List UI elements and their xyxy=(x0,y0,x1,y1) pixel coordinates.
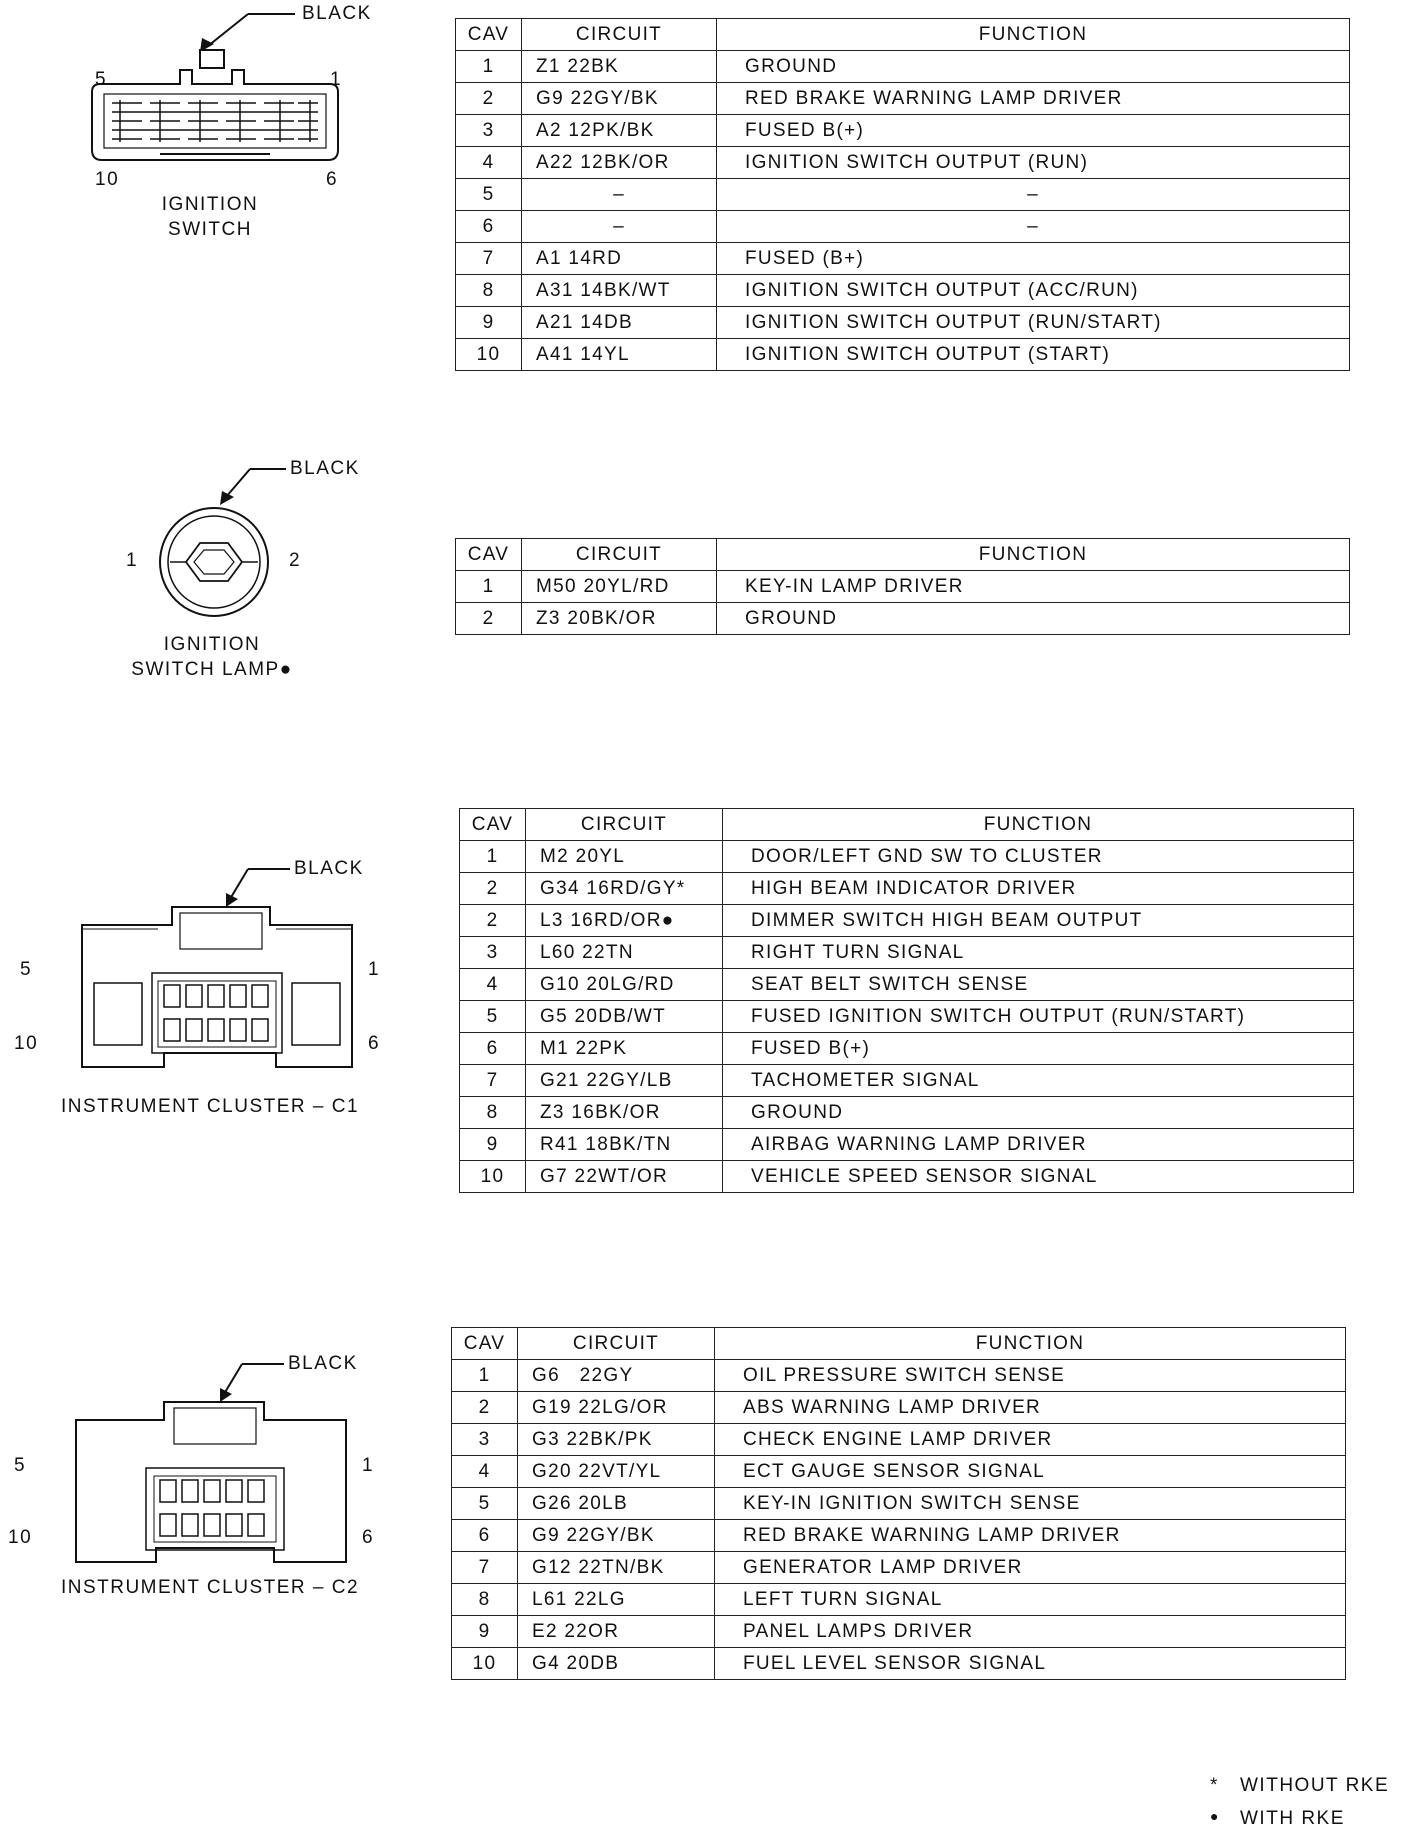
table-row xyxy=(452,1456,1346,1488)
circuit-cell: R41 18BK/TN xyxy=(526,1129,723,1161)
circuit-cell: M2 20YL xyxy=(526,841,723,873)
function-cell: FUSED B(+) xyxy=(723,1033,1354,1065)
column-header: FUNCTION xyxy=(715,1328,1346,1360)
circuit-cell: A21 14DB xyxy=(522,307,717,339)
cav-cell: 1 xyxy=(456,51,522,83)
function-cell: GENERATOR LAMP DRIVER xyxy=(715,1552,1346,1584)
circuit-cell: G34 16RD/GY* xyxy=(526,873,723,905)
cav-cell: 10 xyxy=(460,1161,526,1193)
table-row xyxy=(452,1360,1346,1392)
ignition-switch-pin-label: 5 xyxy=(95,69,108,90)
table-row xyxy=(452,1616,1346,1648)
table-header-row xyxy=(456,539,1350,571)
column-header: CAV xyxy=(460,809,526,841)
table-row xyxy=(460,1065,1354,1097)
table-row xyxy=(456,243,1350,275)
cav-cell: 10 xyxy=(452,1648,518,1680)
function-cell: RIGHT TURN SIGNAL xyxy=(723,937,1354,969)
circuit-cell: G21 22GY/LB xyxy=(526,1065,723,1097)
instrument-cluster-c2-color-label: BLACK xyxy=(288,1353,358,1374)
circuit-cell: M50 20YL/RD xyxy=(522,571,717,603)
ignition-switch-name: IGNITION SWITCH xyxy=(161,194,259,240)
instrument-cluster-c1-pin-label: 6 xyxy=(368,1033,381,1054)
cav-cell: 4 xyxy=(456,147,522,179)
circuit-cell: L60 22TN xyxy=(526,937,723,969)
instrument-cluster-c2-pin-label: 5 xyxy=(14,1455,27,1476)
function-cell: CHECK ENGINE LAMP DRIVER xyxy=(715,1424,1346,1456)
ignition-switch-lamp-color-label: BLACK xyxy=(290,458,360,479)
footnote-item xyxy=(1210,1808,1345,1830)
function-cell: OIL PRESSURE SWITCH SENSE xyxy=(715,1360,1346,1392)
cav-cell: 9 xyxy=(456,307,522,339)
table-row xyxy=(456,339,1350,371)
function-cell: IGNITION SWITCH OUTPUT (START) xyxy=(717,339,1350,371)
table-row xyxy=(452,1648,1346,1680)
column-header: CIRCUIT xyxy=(526,809,723,841)
instrument-cluster-c1-pinout-table xyxy=(459,808,1354,1193)
table-row xyxy=(452,1424,1346,1456)
instrument-cluster-c2-pin-label: 10 xyxy=(8,1527,33,1548)
bullet-symbol: ● xyxy=(1210,1808,1220,1824)
column-header: CIRCUIT xyxy=(522,19,717,51)
footnote-text: WITH RKE xyxy=(1240,1808,1345,1829)
cav-cell: 5 xyxy=(460,1001,526,1033)
cav-cell: 2 xyxy=(452,1392,518,1424)
instrument-cluster-c1-connector-drawing xyxy=(80,855,380,1075)
cav-cell: 8 xyxy=(456,275,522,307)
circuit-cell: G7 22WT/OR xyxy=(526,1161,723,1193)
cav-cell: 7 xyxy=(460,1065,526,1097)
footnote-item xyxy=(1210,1775,1389,1797)
table-row xyxy=(456,603,1350,635)
function-cell: SEAT BELT SWITCH SENSE xyxy=(723,969,1354,1001)
function-cell: KEY-IN IGNITION SWITCH SENSE xyxy=(715,1488,1346,1520)
function-cell: TACHOMETER SIGNAL xyxy=(723,1065,1354,1097)
circuit-cell: A22 12BK/OR xyxy=(522,147,717,179)
column-header: FUNCTION xyxy=(717,539,1350,571)
function-cell: FUSED B(+) xyxy=(717,115,1350,147)
instrument-cluster-c1-pin-label: 5 xyxy=(20,959,33,980)
table-row xyxy=(460,1097,1354,1129)
circuit-cell: G6 22GY xyxy=(518,1360,715,1392)
function-cell: PANEL LAMPS DRIVER xyxy=(715,1616,1346,1648)
function-cell: – xyxy=(717,211,1350,243)
circuit-cell: E2 22OR xyxy=(518,1616,715,1648)
function-cell: GROUND xyxy=(717,51,1350,83)
cav-cell: 9 xyxy=(452,1616,518,1648)
table-row xyxy=(452,1520,1346,1552)
table-row xyxy=(456,211,1350,243)
function-cell: ABS WARNING LAMP DRIVER xyxy=(715,1392,1346,1424)
cav-cell: 2 xyxy=(460,873,526,905)
column-header: CIRCUIT xyxy=(522,539,717,571)
cav-cell: 2 xyxy=(460,905,526,937)
circuit-cell: Z3 20BK/OR xyxy=(522,603,717,635)
function-cell: IGNITION SWITCH OUTPUT (RUN) xyxy=(717,147,1350,179)
cav-cell: 7 xyxy=(452,1552,518,1584)
circuit-cell: A41 14YL xyxy=(522,339,717,371)
table-row xyxy=(456,51,1350,83)
cav-cell: 3 xyxy=(456,115,522,147)
function-cell: ECT GAUGE SENSOR SIGNAL xyxy=(715,1456,1346,1488)
cav-cell: 5 xyxy=(452,1488,518,1520)
circuit-cell: G10 20LG/RD xyxy=(526,969,723,1001)
instrument-cluster-c2-pin-label: 1 xyxy=(362,1455,375,1476)
table-header-row xyxy=(456,19,1350,51)
cav-cell: 3 xyxy=(460,937,526,969)
table-row xyxy=(456,307,1350,339)
instrument-cluster-c1-name: INSTRUMENT CLUSTER – C1 xyxy=(60,1096,360,1117)
cav-cell: 5 xyxy=(456,179,522,211)
table-row xyxy=(456,83,1350,115)
table-row xyxy=(460,873,1354,905)
circuit-cell: – xyxy=(522,179,717,211)
function-cell: FUSED (B+) xyxy=(717,243,1350,275)
table-row xyxy=(452,1392,1346,1424)
cav-cell: 8 xyxy=(452,1584,518,1616)
circuit-cell: M1 22PK xyxy=(526,1033,723,1065)
function-cell: RED BRAKE WARNING LAMP DRIVER xyxy=(717,83,1350,115)
function-cell: FUSED IGNITION SWITCH OUTPUT (RUN/START) xyxy=(723,1001,1354,1033)
column-header: CAV xyxy=(456,19,522,51)
table-row xyxy=(452,1584,1346,1616)
table-row xyxy=(456,115,1350,147)
instrument-cluster-c2-connector-drawing xyxy=(74,1350,374,1570)
asterisk-symbol: * xyxy=(1210,1775,1219,1796)
instrument-cluster-c1-color-label: BLACK xyxy=(294,858,364,879)
cav-cell: 1 xyxy=(452,1360,518,1392)
table-row xyxy=(460,937,1354,969)
table-row xyxy=(460,1001,1354,1033)
function-cell: DIMMER SWITCH HIGH BEAM OUTPUT xyxy=(723,905,1354,937)
ignition-switch-lamp-pinout-table xyxy=(455,538,1350,635)
cav-cell: 7 xyxy=(456,243,522,275)
table-row xyxy=(456,147,1350,179)
circuit-cell: G4 20DB xyxy=(518,1648,715,1680)
function-cell: VEHICLE SPEED SENSOR SIGNAL xyxy=(723,1161,1354,1193)
cav-cell: 10 xyxy=(456,339,522,371)
table-row xyxy=(452,1552,1346,1584)
circuit-cell: G20 22VT/YL xyxy=(518,1456,715,1488)
column-header: FUNCTION xyxy=(717,19,1350,51)
ignition-switch-lamp-name: IGNITION SWITCH LAMP● xyxy=(131,634,293,680)
table-row xyxy=(460,841,1354,873)
circuit-cell: G3 22BK/PK xyxy=(518,1424,715,1456)
cav-cell: 2 xyxy=(456,603,522,635)
table-row xyxy=(460,969,1354,1001)
function-cell: LEFT TURN SIGNAL xyxy=(715,1584,1346,1616)
function-cell: RED BRAKE WARNING LAMP DRIVER xyxy=(715,1520,1346,1552)
ignition-switch-pin-label: 6 xyxy=(326,169,339,190)
circuit-cell: G9 22GY/BK xyxy=(518,1520,715,1552)
function-cell: KEY-IN LAMP DRIVER xyxy=(717,571,1350,603)
circuit-cell: G5 20DB/WT xyxy=(526,1001,723,1033)
table-row xyxy=(460,1033,1354,1065)
circuit-cell: – xyxy=(522,211,717,243)
table-row xyxy=(460,905,1354,937)
circuit-cell: A1 14RD xyxy=(522,243,717,275)
instrument-cluster-c2-pin-label: 6 xyxy=(362,1527,375,1548)
cav-cell: 6 xyxy=(452,1520,518,1552)
table-header-row xyxy=(460,809,1354,841)
cav-cell: 1 xyxy=(456,571,522,603)
cav-cell: 1 xyxy=(460,841,526,873)
cav-cell: 8 xyxy=(460,1097,526,1129)
circuit-cell: G12 22TN/BK xyxy=(518,1552,715,1584)
function-cell: – xyxy=(717,179,1350,211)
circuit-cell: L61 22LG xyxy=(518,1584,715,1616)
circuit-cell: A31 14BK/WT xyxy=(522,275,717,307)
function-cell: HIGH BEAM INDICATOR DRIVER xyxy=(723,873,1354,905)
table-row xyxy=(452,1488,1346,1520)
function-cell: IGNITION SWITCH OUTPUT (RUN/START) xyxy=(717,307,1350,339)
circuit-cell: Z3 16BK/OR xyxy=(526,1097,723,1129)
function-cell: AIRBAG WARNING LAMP DRIVER xyxy=(723,1129,1354,1161)
instrument-cluster-c2-pinout-table xyxy=(451,1327,1346,1680)
circuit-cell: Z1 22BK xyxy=(522,51,717,83)
cav-cell: 9 xyxy=(460,1129,526,1161)
circuit-cell: A2 12PK/BK xyxy=(522,115,717,147)
function-cell: DOOR/LEFT GND SW TO CLUSTER xyxy=(723,841,1354,873)
table-header-row xyxy=(452,1328,1346,1360)
ignition-switch-connector-drawing xyxy=(80,0,350,190)
circuit-cell: G26 20LB xyxy=(518,1488,715,1520)
function-cell: GROUND xyxy=(717,603,1350,635)
table-row xyxy=(460,1129,1354,1161)
ignition-switch-lamp-pin-label: 1 xyxy=(126,550,139,571)
instrument-cluster-c2-name: INSTRUMENT CLUSTER – C2 xyxy=(60,1577,360,1598)
column-header: CAV xyxy=(452,1328,518,1360)
circuit-cell: G19 22LG/OR xyxy=(518,1392,715,1424)
function-cell: IGNITION SWITCH OUTPUT (ACC/RUN) xyxy=(717,275,1350,307)
instrument-cluster-c1-pin-label: 10 xyxy=(14,1033,39,1054)
instrument-cluster-c1-pin-label: 1 xyxy=(368,959,381,980)
cav-cell: 4 xyxy=(460,969,526,1001)
cav-cell: 6 xyxy=(460,1033,526,1065)
cav-cell: 4 xyxy=(452,1456,518,1488)
table-row xyxy=(456,275,1350,307)
column-header: CAV xyxy=(456,539,522,571)
footnote-text: WITHOUT RKE xyxy=(1240,1775,1390,1796)
cav-cell: 6 xyxy=(456,211,522,243)
ignition-switch-lamp-pin-label: 2 xyxy=(289,550,302,571)
column-header: FUNCTION xyxy=(723,809,1354,841)
cav-cell: 3 xyxy=(452,1424,518,1456)
function-cell: FUEL LEVEL SENSOR SIGNAL xyxy=(715,1648,1346,1680)
ignition-switch-color-label: BLACK xyxy=(302,3,372,24)
circuit-cell: G9 22GY/BK xyxy=(522,83,717,115)
ignition-switch-pin-label: 1 xyxy=(330,69,343,90)
ignition-switch-pin-label: 10 xyxy=(95,169,120,190)
ignition-switch-pinout-table xyxy=(455,18,1350,371)
function-cell: GROUND xyxy=(723,1097,1354,1129)
column-header: CIRCUIT xyxy=(518,1328,715,1360)
table-row xyxy=(456,179,1350,211)
table-row xyxy=(456,571,1350,603)
circuit-cell: L3 16RD/OR● xyxy=(526,905,723,937)
cav-cell: 2 xyxy=(456,83,522,115)
table-row xyxy=(460,1161,1354,1193)
